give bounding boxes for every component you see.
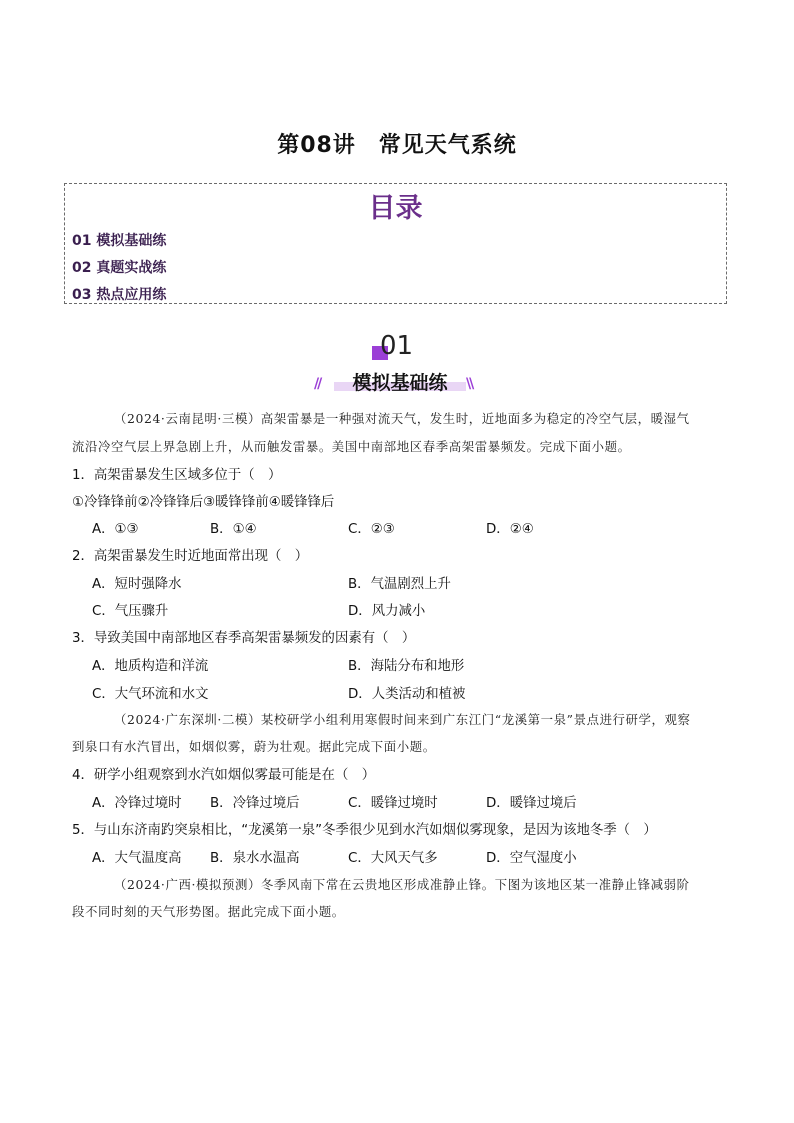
section-slash-left: // [314,376,321,392]
q2-option-a[interactable]: A．短时强降水 [92,577,182,592]
q2-option-d[interactable]: D．风力减小 [348,604,426,619]
table-of-contents [64,183,727,304]
q4-option-b[interactable]: B．冷锋过境后 [210,796,300,811]
q5-option-b[interactable]: B．泉水水温高 [210,851,300,866]
q1-option-d[interactable]: D．②④ [486,522,534,537]
question-4-stem: 4．研学小组观察到水汽如烟似雾最可能是在（ ） [72,768,376,783]
q3-option-a[interactable]: A．地质构造和洋流 [92,659,209,674]
question-5-stem: 5．与山东济南趵突泉相比，“龙溪第一泉”冬季很少见到水汽如烟似雾现象，是因为该地冬季（ ） [72,823,657,838]
q5-option-d[interactable]: D．空气湿度小 [486,851,577,866]
q3-option-c[interactable]: C．大气环流和水文 [92,687,209,702]
toc-item-1[interactable]: 01 模拟基础练 [72,233,167,249]
q1-option-a[interactable]: A．①③ [92,522,139,537]
question-2-stem: 2．高架雷暴发生时近地面常出现（ ） [72,549,309,564]
q1-option-c[interactable]: C．②③ [348,522,395,537]
q4-option-c[interactable]: C．暖锋过境时 [348,796,438,811]
q4-option-d[interactable]: D．暖锋过境后 [486,796,577,811]
q3-option-b[interactable]: B．海陆分布和地形 [348,659,465,674]
section-label: 模拟基础练 [352,372,448,394]
passage3-line1: （2024·广西·模拟预测）冬季风南下常在云贵地区形成准静止锋。下图为该地区某一准静止锋减弱阶 [114,877,690,892]
toc-item-3[interactable]: 03 热点应用练 [72,287,167,303]
section-slash-right: \\ [466,376,473,392]
q3-option-d[interactable]: D．人类活动和植被 [348,687,466,702]
question-1-stem: 1．高架雷暴发生区域多位于（ ） [72,468,282,483]
section-header [300,330,500,400]
q5-option-c[interactable]: C．大风天气多 [348,851,438,866]
passage2-line2: 到泉口有水汽冒出，如烟似雾，蔚为壮观。据此完成下面小题。 [72,739,436,754]
passage1-line1: （2024·云南昆明·三模）高架雷暴是一种强对流天气，发生时，近地面多为稳定的冷空气层，暖湿气 [114,411,690,426]
q2-option-c[interactable]: C．气压骤升 [92,604,169,619]
passage1-line2: 流沿冷空气层上界急剧上升，从而触发雷暴。美国中南部地区春季高架雷暴频发。完成下面小题。 [72,439,631,454]
q2-option-b[interactable]: B．气温剧烈上升 [348,577,451,592]
toc-item-2[interactable]: 02 真题实战练 [72,260,167,276]
q1-option-b[interactable]: B．①④ [210,522,257,537]
section-number: 01 [380,331,414,361]
toc-heading: 目录 [368,193,423,224]
page-title: 第08讲 常见天气系统 [277,133,517,158]
question-3-stem: 3．导致美国中南部地区春季高架雷暴频发的因素有（ ） [72,631,416,646]
q4-option-a[interactable]: A．冷锋过境时 [92,796,182,811]
passage3-line2: 段不同时刻的天气形势图。据此完成下面小题。 [72,904,345,919]
passage2-line1: （2024·广东深圳·二模）某校研学小组利用寒假时间来到广东江门“龙溪第一泉”景点进行研学，观察 [114,712,691,727]
question-1-statements: ①冷锋锋前②冷锋锋后③暖锋锋前④暖锋锋后 [72,495,335,510]
q5-option-a[interactable]: A．大气温度高 [92,851,182,866]
